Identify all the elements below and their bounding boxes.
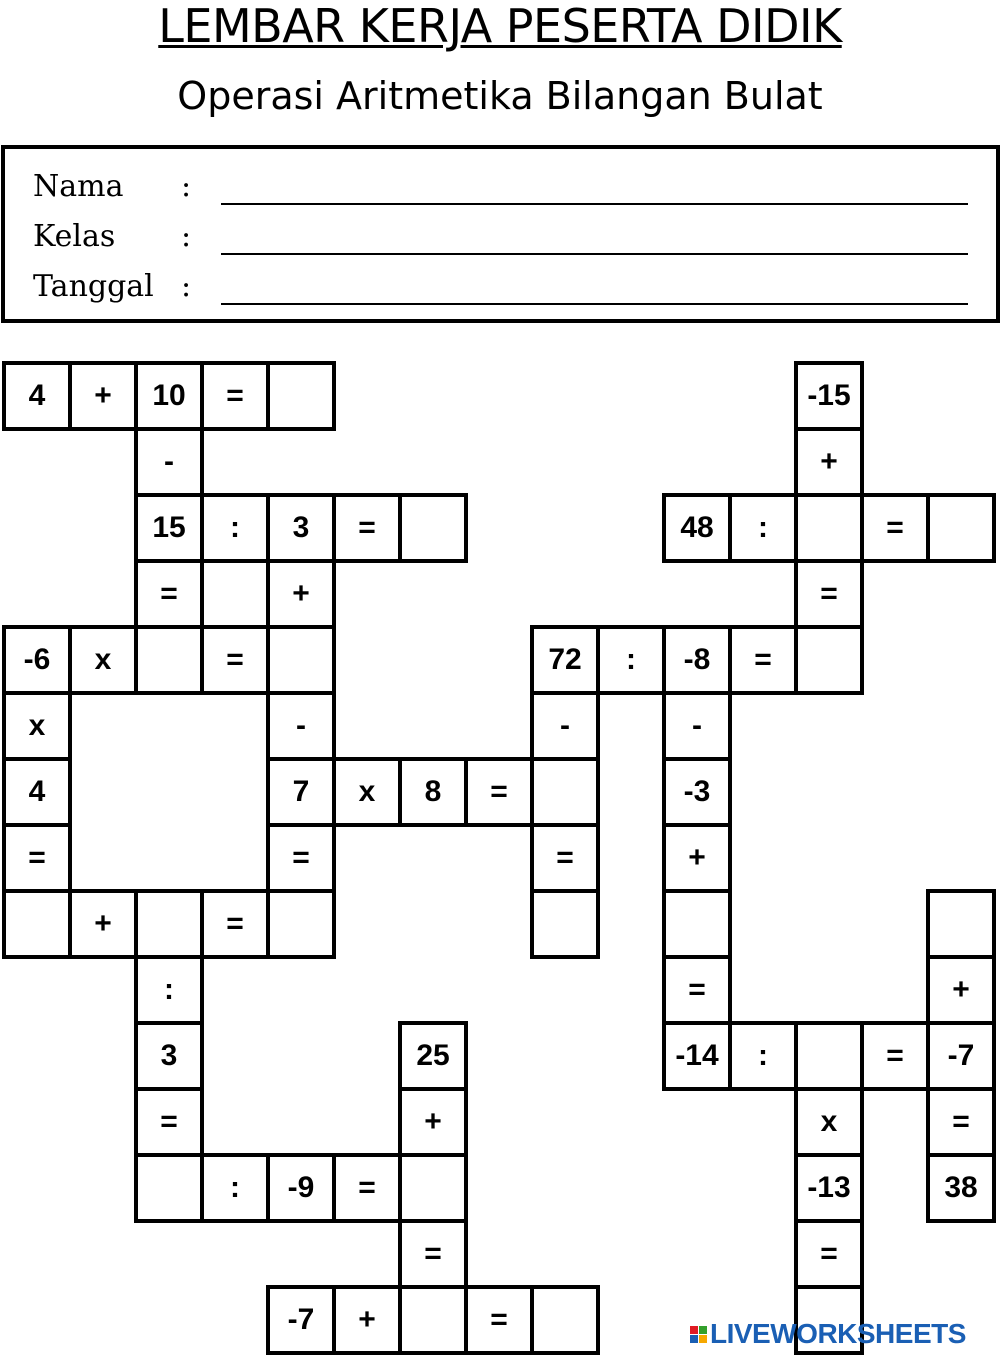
answer-cell[interactable] [266,625,336,695]
logo-square [699,1326,707,1334]
puzzle-cell: : [200,1153,270,1223]
puzzle-cell: 4 [2,757,72,827]
puzzle-cell: - [662,691,732,761]
puzzle-cell: -7 [926,1021,996,1091]
puzzle-cell: 15 [134,493,204,563]
puzzle-cell: 3 [266,493,336,563]
puzzle-cell: - [266,691,336,761]
answer-cell[interactable] [926,493,996,563]
answer-cell[interactable] [398,493,468,563]
puzzle-cell: : [134,955,204,1025]
answer-cell[interactable] [794,1021,864,1091]
puzzle-cell: = [464,757,534,827]
answer-cell[interactable] [926,889,996,959]
puzzle-cell: -15 [794,361,864,431]
puzzle-cell: + [266,559,336,629]
answer-cell[interactable] [398,1153,468,1223]
puzzle-cell: = [134,559,204,629]
puzzle-cell: = [200,625,270,695]
puzzle-cell: + [68,361,138,431]
puzzle-cell: + [794,427,864,497]
puzzle-cell: - [134,427,204,497]
answer-cell[interactable] [2,889,72,959]
puzzle-cell: = [398,1219,468,1289]
puzzle-cell: 10 [134,361,204,431]
puzzle-cell: + [68,889,138,959]
puzzle-cell: -13 [794,1153,864,1223]
answer-cell[interactable] [794,493,864,563]
puzzle-cell: 4 [2,361,72,431]
logo-square [690,1335,698,1343]
puzzle-cell: = [794,559,864,629]
puzzle-cell: = [200,361,270,431]
puzzle-cell: 38 [926,1153,996,1223]
puzzle-cell: + [332,1285,402,1355]
puzzle-cell: = [662,955,732,1025]
worksheet-title-text: LEMBAR KERJA PESERTA DIDIK [158,0,842,53]
answer-cell[interactable] [134,889,204,959]
puzzle-cell: = [860,493,930,563]
answer-cell[interactable] [134,1153,204,1223]
answer-cell[interactable] [266,889,336,959]
puzzle-cell: = [794,1219,864,1289]
logo-square [699,1335,707,1343]
puzzle-cell: = [2,823,72,893]
puzzle-cell: = [266,823,336,893]
info-colon: : [181,169,192,204]
puzzle-cell: 25 [398,1021,468,1091]
puzzle-cell: : [728,493,798,563]
liveworksheets-brand-text: LIVEWORKSHEETS [710,1318,966,1349]
puzzle-cell: x [2,691,72,761]
info-label-kelas: Kelas [33,219,116,254]
puzzle-cell: -7 [266,1285,336,1355]
puzzle-cell: = [134,1087,204,1157]
puzzle-cell: : [728,1021,798,1091]
answer-cell[interactable] [530,1285,600,1355]
puzzle-cell: + [398,1087,468,1157]
answer-cell[interactable] [530,757,600,827]
worksheet-subtitle: Operasi Aritmetika Bilangan Bulat [177,74,823,118]
answer-cell[interactable] [530,889,600,959]
puzzle-cell: 72 [530,625,600,695]
puzzle-cell: = [332,493,402,563]
puzzle-cell: 7 [266,757,336,827]
puzzle-cell: x [332,757,402,827]
puzzle-cell: = [464,1285,534,1355]
info-label-nama: Nama [33,169,124,204]
puzzle-cell: - [530,691,600,761]
info-label-tanggal: Tanggal [33,269,154,304]
puzzle-cell: 3 [134,1021,204,1091]
puzzle-cell: -14 [662,1021,732,1091]
puzzle-cell: : [200,493,270,563]
puzzle-cell: = [926,1087,996,1157]
puzzle-cell: -3 [662,757,732,827]
puzzle-cell: -6 [2,625,72,695]
answer-cell[interactable] [662,889,732,959]
logo-square [690,1326,698,1334]
puzzle-cell: + [926,955,996,1025]
puzzle-cell: 8 [398,757,468,827]
puzzle-cell: : [596,625,666,695]
info-colon: : [181,269,192,304]
answer-cell[interactable] [266,361,336,431]
puzzle-cell: 48 [662,493,732,563]
puzzle-cell: + [662,823,732,893]
puzzle-cell: -9 [266,1153,336,1223]
answer-cell[interactable] [200,559,270,629]
puzzle-cell: x [794,1087,864,1157]
liveworksheets-logo-icon [690,1326,707,1343]
puzzle-cell: x [68,625,138,695]
answer-cell[interactable] [398,1285,468,1355]
liveworksheets-brand [690,1316,966,1352]
puzzle-cell: = [530,823,600,893]
puzzle-cell: -8 [662,625,732,695]
puzzle-cell: = [200,889,270,959]
answer-cell[interactable] [794,625,864,695]
puzzle-cell: = [332,1153,402,1223]
info-colon: : [181,219,192,254]
puzzle-cell: = [860,1021,930,1091]
answer-cell[interactable] [134,625,204,695]
puzzle-cell: = [728,625,798,695]
